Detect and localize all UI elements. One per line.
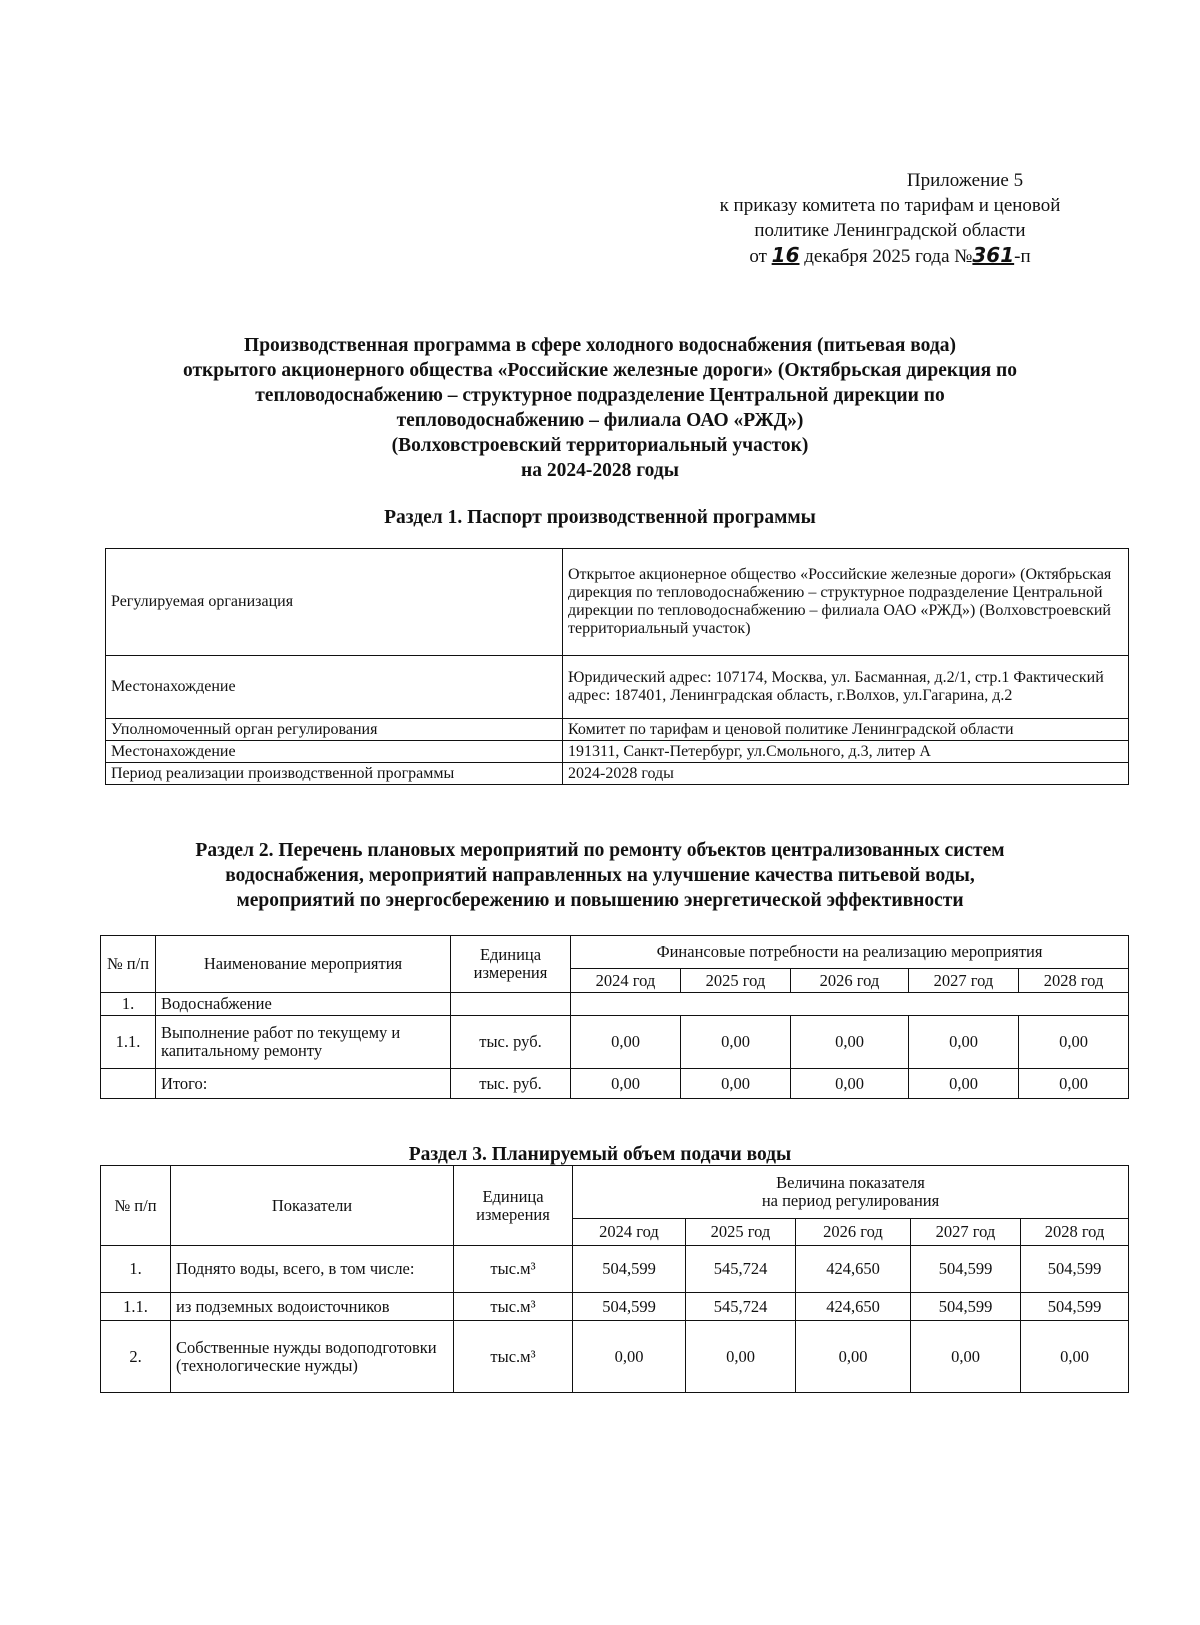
order-date-line [660,243,1120,269]
date-prefix: от [749,246,767,267]
committee-line: политике Ленинградской области [754,220,1026,241]
cell-value: 0,00 [791,1069,909,1099]
cell-value: 0,00 [1019,1069,1129,1099]
cell-value: 0,00 [1019,1016,1129,1069]
cell-value: 504,599 [573,1246,686,1293]
cell-num: 1. [101,1246,171,1293]
cell-empty [571,993,1129,1016]
table-row [101,993,1129,1016]
col-unit: Единица измерения [451,936,571,993]
table-row [106,656,1129,719]
appendix-label: Приложение 5 [906,170,1024,191]
cell-value: 0,00 [909,1016,1019,1069]
order-ref-line: к приказу комитета по тарифам и ценовой [719,195,1061,216]
col-name: Наименование мероприятия [156,936,451,993]
table-row [106,549,1129,656]
col-year: 2026 год [791,969,909,993]
cell-unit: тыс.м³ [454,1293,573,1321]
col-num: № п/п [101,1166,171,1246]
cell-value: 0,00 [571,1016,681,1069]
col-year: 2027 год [909,969,1019,993]
title-line: на 2024-2028 годы [521,460,679,481]
col-num: № п/п [101,936,156,993]
row-label: Регулируемая организация [106,549,563,656]
cell-unit: тыс.м³ [454,1246,573,1293]
program-title [80,333,1120,483]
cell-value: 0,00 [909,1069,1019,1099]
col-year: 2025 год [681,969,791,993]
col-year: 2028 год [1019,969,1129,993]
cell-value: 504,599 [573,1293,686,1321]
title-line: открытого акционерного общества «Российские железные дороги» (Октябрьская дирекция по [182,360,1017,381]
heading-line: мероприятий по энергосбережению и повышению энергетической эффективности [236,890,964,911]
row-value: 191311, Санкт-Петербург, ул.Смольного, д.3, литер А [563,741,1129,763]
passport-table [105,548,1129,785]
heading-line: водоснабжения, мероприятий направленных на улучшение качества питьевой воды, [225,865,975,886]
cell-unit: тыс. руб. [451,1016,571,1069]
col-unit: Единица измерения [454,1166,573,1246]
section1-heading: Раздел 1. Паспорт производственной программы [384,507,816,528]
col-year: 2024 год [571,969,681,993]
table-row [101,1293,1129,1321]
table-header-row [101,936,1129,969]
measures-table [100,935,1129,1099]
number-suffix: -п [1014,246,1031,267]
row-label: Период реализации производственной программы [106,763,563,785]
table-row [106,763,1129,785]
handwritten-number: 361 [972,243,1015,267]
cell-name: Поднято воды, всего, в том числе: [171,1246,454,1293]
cell-value: 0,00 [681,1016,791,1069]
table-row [106,719,1129,741]
water-supply-table [100,1165,1129,1393]
section3-heading: Раздел 3. Планируемый объем подачи воды [408,1144,792,1165]
cell-value: 424,650 [796,1246,911,1293]
row-label: Уполномоченный орган регулирования [106,719,563,741]
cell-value: 545,724 [686,1246,796,1293]
cell-value: 504,599 [911,1246,1021,1293]
col-group: Финансовые потребности на реализацию мероприятия [571,936,1129,969]
cell-value: 0,00 [571,1069,681,1099]
col-year: 2024 год [573,1219,686,1246]
cell-value: 545,724 [686,1293,796,1321]
title-line: (Волховстроевский территориальный участок) [391,435,809,456]
cell-value: 0,00 [911,1321,1021,1393]
cell-value: 0,00 [681,1069,791,1099]
row-label: Местонахождение [106,656,563,719]
cell-value: 504,599 [911,1293,1021,1321]
cell-name: Выполнение работ по текущему и капитальному ремонту [156,1016,451,1069]
table-header-row [101,1166,1129,1219]
cell-unit [451,993,571,1016]
col-year: 2026 год [796,1219,911,1246]
col-year: 2027 год [911,1219,1021,1246]
cell-value: 504,599 [1021,1246,1129,1293]
handwritten-day: 16 [771,243,800,267]
heading-line: Раздел 2. Перечень плановых мероприятий по ремонту объектов централизованных систем [195,840,1005,861]
cell-name: Итого: [156,1069,451,1099]
title-line: тепловодоснабжению – филиала ОАО «РЖД») [396,410,804,431]
cell-num: 1. [101,993,156,1016]
table-row [101,1016,1129,1069]
section2-heading [80,838,1120,913]
cell-unit: тыс.м³ [454,1321,573,1393]
row-value: Открытое акционерное общество «Российские железные дороги» (Октябрьская дирекция по тепловодоснабжению – структурное подразделение Центральной дирекции по тепловодоснабжению – филиала ОАО «РЖД») (Волховстроевский территориальный участок) [563,549,1129,656]
table-row [106,741,1129,763]
cell-value: 0,00 [686,1321,796,1393]
col-year: 2028 год [1021,1219,1129,1246]
row-value: Комитет по тарифам и ценовой политике Ленинградской области [563,719,1129,741]
cell-num: 2. [101,1321,171,1393]
col-group-line: на период регулирования [761,1191,940,1210]
cell-name: Собственные нужды водоподготовки (технологические нужды) [171,1321,454,1393]
cell-value: 0,00 [796,1321,911,1393]
table-row [101,1321,1129,1393]
row-label: Местонахождение [106,741,563,763]
date-middle: декабря 2025 года № [804,246,973,267]
cell-value: 0,00 [791,1016,909,1069]
cell-value: 0,00 [1021,1321,1129,1393]
cell-num: 1.1. [101,1016,156,1069]
cell-value: 424,650 [796,1293,911,1321]
col-name: Показатели [171,1166,454,1246]
cell-num [101,1069,156,1099]
row-value: 2024-2028 годы [563,763,1129,785]
cell-unit: тыс. руб. [451,1069,571,1099]
appendix-header [660,168,1120,269]
title-line: тепловодоснабжению – структурное подразделение Центральной дирекции по [255,385,945,406]
title-line: Производственная программа в сфере холодного водоснабжения (питьевая вода) [244,335,956,356]
col-year: 2025 год [686,1219,796,1246]
cell-value: 504,599 [1021,1293,1129,1321]
table-row [101,1246,1129,1293]
cell-num: 1.1. [101,1293,171,1321]
row-value: Юридический адрес: 107174, Москва, ул. Басманная, д.2/1, стр.1 Фактический адрес: 187401, Ленинградская область, г.Волхов, ул.Гагарина, д.2 [563,656,1129,719]
cell-name: Водоснабжение [156,993,451,1016]
cell-name: из подземных водоисточников [171,1293,454,1321]
col-group-line: Величина показателя [776,1173,925,1192]
cell-value: 0,00 [573,1321,686,1393]
table-row [101,1069,1129,1099]
col-group [573,1166,1129,1219]
